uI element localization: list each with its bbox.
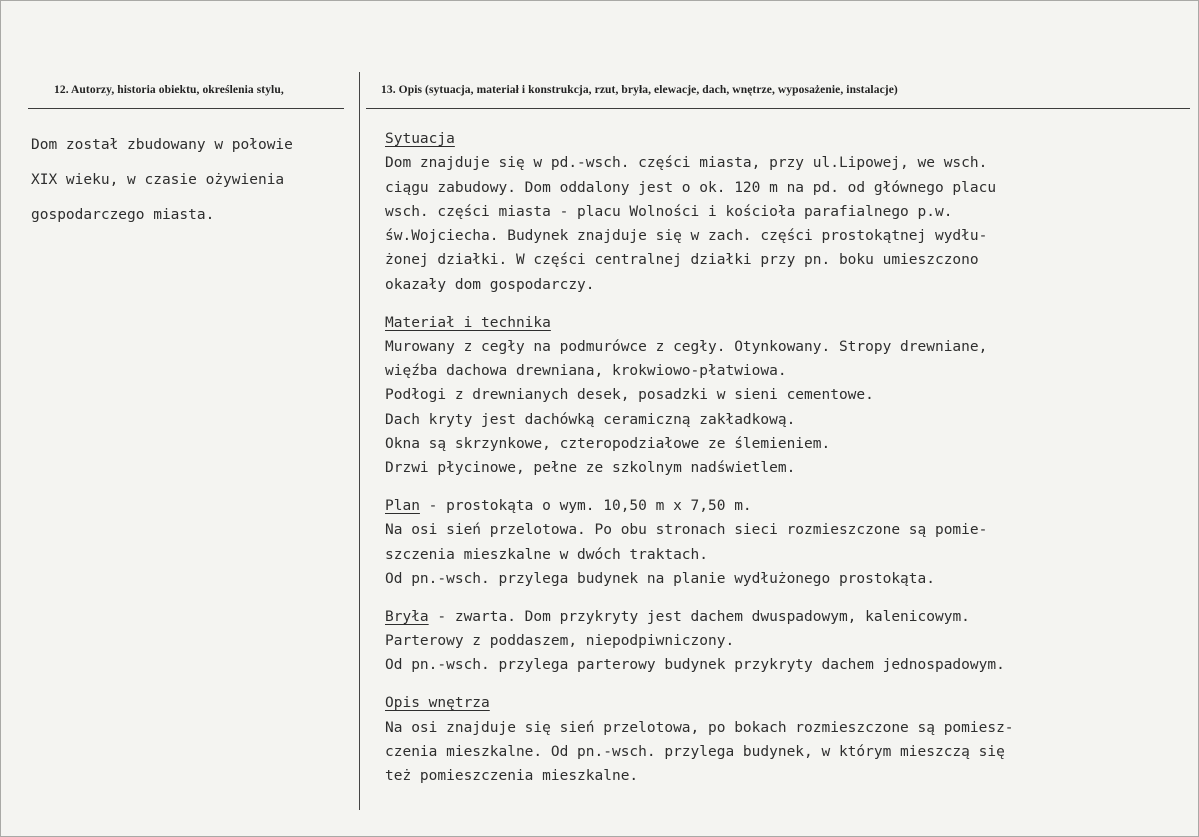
section-line: św.Wojciecha. Budynek znajduje się w zach. części prostokątnej wydłu-: [385, 228, 988, 245]
section-title-line: [385, 494, 1185, 518]
section-heading: Sytuacja: [385, 131, 455, 147]
section-line: Dach kryty jest dachówką ceramiczną zakładkową.: [385, 411, 796, 428]
section-line: Na osi znajduje się sień przelotowa, po bokach rozmieszczone są pomiesz-: [385, 719, 1014, 736]
section-interior: [385, 691, 1185, 788]
right-column-header: 13. Opis (sytuacja, materiał i konstrukcja, rzut, bryła, elewacje, dach, wnętrze, wyposażenie, instalacje): [381, 84, 898, 96]
section-line: szczenia mieszkalne w dwóch traktach.: [385, 546, 709, 563]
section-heading: Plan: [385, 498, 420, 515]
section-line: też pomieszczenia mieszkalne.: [385, 768, 639, 785]
section-line: żonej działki. W części centralnej działki przy pn. boku umieszczono: [385, 252, 979, 269]
section-intro: - zwarta. Dom przykryty jest dachem dwuspadowym, kalenicowym.: [428, 608, 970, 625]
section-material: [385, 311, 1185, 481]
section-line: wsch. części miasta - placu Wolności i kościoła parafialnego p.w.: [385, 203, 953, 220]
description-text: [385, 127, 1185, 802]
section-massing: [385, 605, 1185, 678]
section-line: Od pn.-wsch. przylega parterowy budynek przykryty dachem jednospadowym.: [385, 657, 1005, 674]
section-line: Na osi sień przelotowa. Po obu stronach sieci rozmieszczone są pomie-: [385, 522, 988, 539]
section-heading: Materiał i technika: [385, 314, 551, 331]
section-line: Murowany z cegły na podmurówce z cegły. Otynkowany. Stropy drewniane,: [385, 338, 988, 355]
section-heading: Opis wnętrza: [385, 695, 490, 712]
section-situation: [385, 127, 1185, 297]
section-line: Parterowy z poddaszem, niepodpiwniczony.: [385, 633, 735, 650]
section-line: Dom znajduje się w pd.-wsch. części miasta, przy ul.Lipowej, we wsch.: [385, 155, 988, 172]
history-line: gospodarczego miasta.: [31, 207, 215, 223]
section-line: Od pn.-wsch. przylega budynek na planie wydłużonego prostokąta.: [385, 571, 935, 588]
left-header-rule: [28, 108, 344, 109]
section-line: więźba dachowa drewniana, krokwiowo-płatwiowa.: [385, 363, 787, 380]
section-title-line: [385, 691, 1185, 715]
section-title-line: [385, 605, 1185, 629]
section-heading: Bryła: [385, 608, 429, 625]
section-title-line: [385, 127, 1185, 151]
section-line: Podłogi z drewnianych desek, posadzki w sieni cementowe.: [385, 387, 874, 404]
right-header-rule: [366, 108, 1190, 109]
section-line: ciągu zabudowy. Dom oddalony jest o ok. 120 m na pd. od głównego placu: [385, 179, 997, 196]
section-line: Drzwi płycinowe, pełne ze szkolnym nadświetlem.: [385, 460, 796, 477]
history-text: [31, 128, 351, 233]
section-line: czenia mieszkalne. Od pn.-wsch. przylega budynek, w którym mieszczą się: [385, 743, 1005, 760]
history-line: Dom został zbudowany w połowie: [31, 137, 293, 153]
section-plan: [385, 494, 1185, 591]
column-divider: [359, 72, 360, 810]
section-intro: - prostokąta o wym. 10,50 m x 7,50 m.: [419, 498, 752, 515]
left-column-header: 12. Autorzy, historia obiektu, określenia stylu,: [54, 84, 284, 96]
history-line: XIX wieku, w czasie ożywienia: [31, 172, 285, 188]
section-line: okazały dom gospodarczy.: [385, 276, 595, 293]
section-title-line: [385, 311, 1185, 335]
section-line: Okna są skrzynkowe, czteropodziałowe ze ślemieniem.: [385, 436, 831, 453]
